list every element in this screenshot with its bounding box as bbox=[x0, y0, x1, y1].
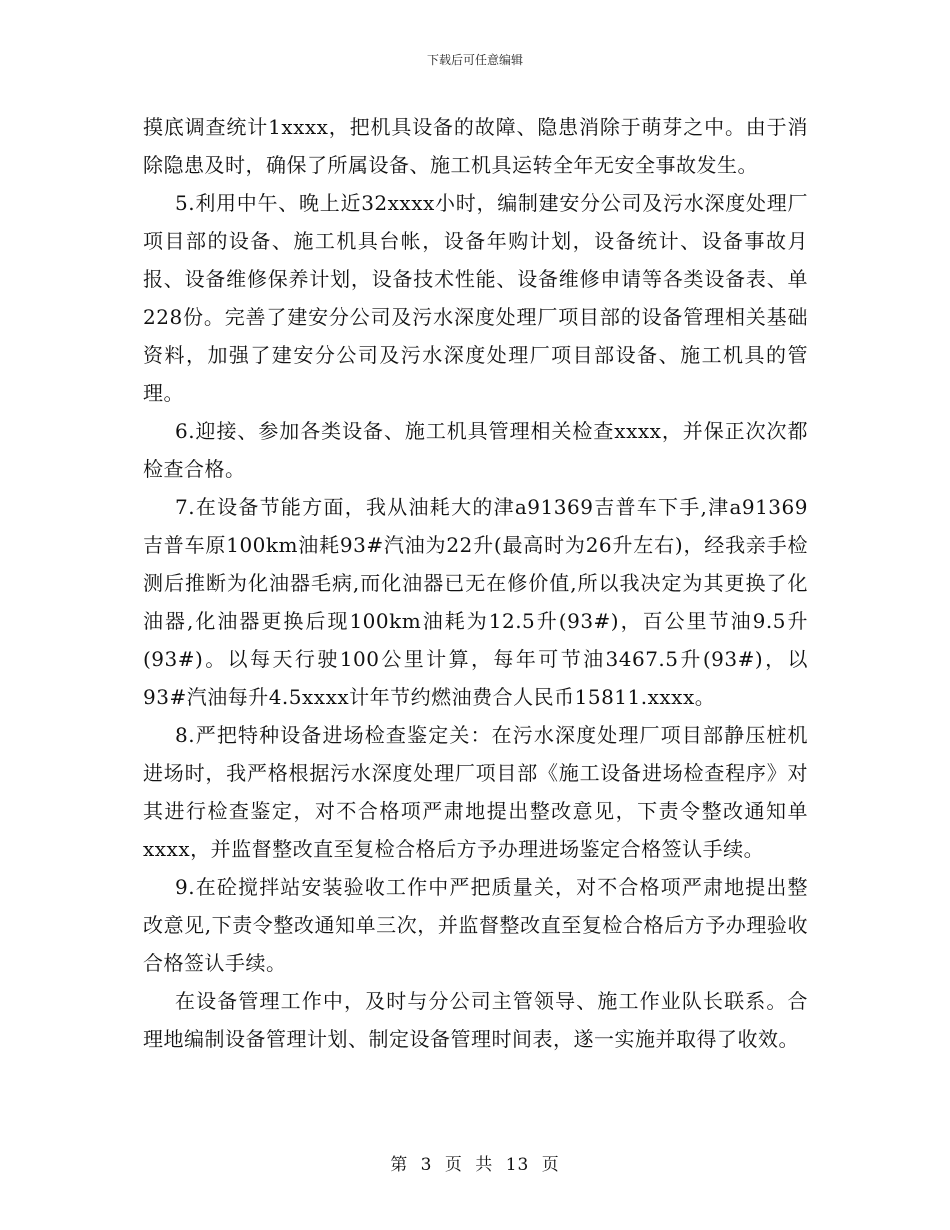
paragraph-5: 8.严把特种设备进场检查鉴定关：在污水深度处理厂项目部静压桩机进场时，我严格根据污水深度处理厂项目部《施工设备进场检查程序》对其进行检查鉴定，对不合格项严肃地提出整改意见，下责令整改通知单xxxx，并监督整改直至复检合格后方予办理进场鉴定合格签认手续。 bbox=[143, 723, 808, 861]
paragraph-7: 在设备管理工作中，及时与分公司主管领导、施工作业队长联系。合理地编制设备管理计划、制定设备管理时间表，遂一实施并取得了收效。 bbox=[143, 989, 808, 1051]
page-number-footer: 第 3 页 共 13 页 bbox=[390, 1155, 560, 1175]
page-header: 下载后可任意编辑 bbox=[426, 53, 523, 67]
document-body bbox=[143, 108, 808, 1058]
paragraph-4: 7.在设备节能方面，我从油耗大的津a91369吉普车下手,津a91369吉普车原100km油耗93#汽油为22升(最高时为26升左右)，经我亲手检测后推断为化油器毛病,而化油器已无在修价值,所以我决定为其更换了化油器,化油器更换后现100km油耗为12.5升(93#)，百公里节油9.5升(93#)。以每天行驶100公里计算，每年可节油3467.5升(93#)，以93#汽油每升4.5xxxx计年节约燃油费合人民币15811.xxxx。 bbox=[143, 495, 808, 709]
paragraph-6: 9.在砼搅拌站安装验收工作中严把质量关，对不合格项严肃地提出整改意见,下责令整改通知单三次，并监督整改直至复检合格后方予办理验收合格签认手续。 bbox=[143, 875, 808, 975]
paragraph-3: 6.迎接、参加各类设备、施工机具管理相关检查xxxx，并保正次次都检查合格。 bbox=[143, 419, 808, 481]
paragraph-2: 5.利用中午、晚上近32xxxx小时，编制建安分公司及污水深度处理厂项目部的设备、施工机具台帐，设备年购计划，设备统计、设备事故月报、设备维修保养计划，设备技术性能、设备维修申请等各类设备表、单228份。完善了建安分公司及污水深度处理厂项目部的设备管理相关基础资料，加强了建安分公司及污水深度处理厂项目部设备、施工机具的管理。 bbox=[143, 191, 808, 405]
paragraph-1: 摸底调查统计1xxxx，把机具设备的故障、隐患消除于萌芽之中。由于消除隐患及时，确保了所属设备、施工机具运转全年无安全事故发生。 bbox=[143, 115, 808, 177]
